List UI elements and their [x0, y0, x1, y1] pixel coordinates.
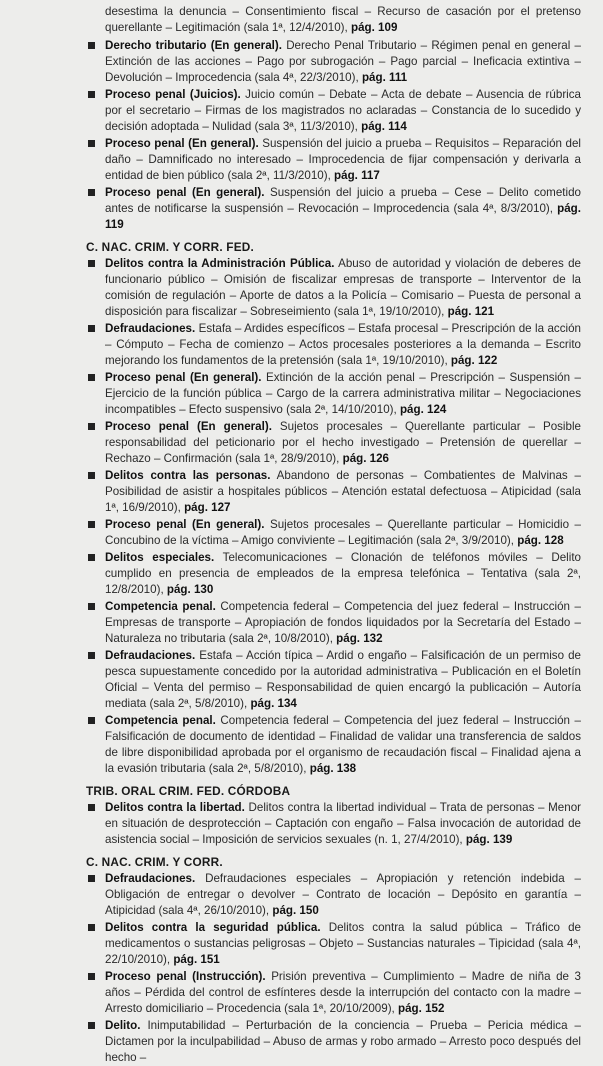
entry-heading: Defraudaciones. — [105, 872, 196, 885]
index-entry — [86, 969, 581, 1017]
sections-container — [86, 38, 581, 1066]
entry-page: pág. 134 — [250, 697, 297, 710]
square-bullet-icon — [88, 374, 95, 381]
entry-text: Telecomunicaciones – Clonación de teléfonos móviles – Delito cumplido en presencia de empleados de la empresa telefónica – Tentativa (sala 2ª, 12/8/2010), — [105, 551, 582, 596]
entry-heading: Proceso penal (En general). — [105, 518, 265, 531]
entry-text: Sujetos procesales – Querellante particular – Homicidio – Concubino de la víctima – Amigo conviviente – Legitimación (sala 2ª, 3/9/2010), — [105, 518, 581, 547]
lead-page: pág. 109 — [351, 21, 398, 34]
square-bullet-icon — [88, 603, 95, 610]
entry-page: pág. 124 — [399, 403, 447, 416]
index-entry — [86, 800, 581, 848]
entry-page: pág. 126 — [342, 452, 390, 465]
entry-text: Abuso de autoridad y violación de deberes de funcionario público – Omisión de fiscalizar empresas de transporte – Interventor de la comisión de regulación – Aporte de datos a la Policía – Comisario – Puesta de personal a disposición para fiscalizar – Sobreseimiento (sala 1ª, 19/10/2010), — [105, 257, 581, 318]
entry-heading: Competencia penal. — [105, 714, 216, 727]
entry-heading: Proceso penal (Juicios). — [105, 88, 241, 101]
index-entry — [86, 321, 581, 369]
index-entry — [86, 256, 581, 320]
index-entry — [86, 38, 581, 86]
square-bullet-icon — [88, 189, 95, 196]
entry-page: pág. 150 — [272, 904, 319, 917]
entry-heading: Proceso penal (En general). — [105, 186, 265, 199]
entry-page: pág. 114 — [361, 120, 407, 133]
entry-text: Suspensión del juicio a prueba – Requisitos – Reparación del daño – Damnificado no interesado – Improcedencia de fijar compensación y derivarla a entidad de bien público (sala 2ª, 11/3/2010), — [105, 137, 582, 182]
entry-text: Abandono de personas – Combatientes de Malvinas – Posibilidad de asistir a hospitales públicos – Atención estatal defectuosa – Atipicidad (sala 1ª, 16/9/2010), — [105, 469, 582, 514]
entry-heading: Defraudaciones. — [105, 322, 196, 335]
entry-page: pág. 139 — [465, 833, 513, 846]
index-entry — [86, 920, 581, 968]
entry-page: pág. 132 — [336, 632, 383, 645]
square-bullet-icon — [88, 140, 95, 147]
entry-text: Juicio común – Debate – Acta de debate – Ausencia de rúbrica por el secretario – Firmas de los magistrados no aclaradas – Constancia de lo sucedido y decisión adoptada – Nulidad (sala 3ª, 11/3/2010), — [105, 88, 581, 133]
entry-page: pág. 111 — [361, 71, 408, 84]
entry-page: pág. 152 — [398, 1002, 445, 1015]
entry-page: pág. 121 — [447, 305, 495, 318]
section-title: C. NAC. CRIM. Y CORR. — [86, 855, 223, 869]
entry-page: pág. 130 — [166, 583, 214, 596]
index-entry — [86, 517, 581, 549]
index-entry — [86, 87, 581, 135]
entry-text: Defraudaciones especiales – Apropiación y retención indebida – Obligación de entregar o devolver – Contrato de locación – Depósito en garantía – Atipicidad (sala 4ª, 26/10/2010), — [105, 872, 581, 917]
entry-page: pág. 138 — [309, 762, 357, 775]
square-bullet-icon — [88, 973, 95, 980]
entry-text: Prisión preventiva – Cumplimiento – Madre de niña de 3 años – Pérdida del control de esfínteres desde la interrupción del contacto con la madre – Arresto domiciliario – Procedencia (sala 1ª, 20/10/2009), — [105, 970, 582, 1015]
entry-text: Estafa – Ardides específicos – Estafa procesal – Prescripción de la acción – Cómputo – Fecha de comienzo – Actos procesales posteriores a la demanda – Escrito mejorando los fundamentos de la pretensión (sala 1ª, 19/10/2010), — [105, 322, 581, 367]
entry-heading: Delitos contra la Administración Pública. — [105, 257, 335, 270]
entry-text: Derecho Penal Tributario – Régimen penal en general – Extinción de las acciones – Pago por subrogación – Pago parcial – Ineficacia extintiva – Devolución – Improcedencia (sala 4ª, 22/3/2010), — [105, 39, 582, 84]
entry-heading: Delitos contra la libertad. — [105, 801, 245, 814]
entry-page: pág. 151 — [173, 953, 220, 966]
square-bullet-icon — [88, 717, 95, 724]
square-bullet-icon — [88, 804, 95, 811]
square-bullet-icon — [88, 423, 95, 430]
section-title: TRIB. ORAL CRIM. FED. CÓRDOBA — [86, 784, 291, 798]
entry-page: pág. 117 — [334, 169, 380, 182]
section-title: C. NAC. CRIM. Y CORR. FED. — [86, 240, 254, 254]
entry-heading: Proceso penal (Instrucción). — [105, 970, 266, 983]
entry-heading: Derecho tributario (En general). — [105, 39, 282, 52]
lead-entry — [105, 4, 581, 36]
square-bullet-icon — [88, 42, 95, 49]
square-bullet-icon — [88, 260, 95, 267]
entry-heading: Proceso penal (En general). — [105, 137, 259, 150]
index-entry — [86, 370, 581, 418]
entry-text: Competencia federal – Competencia del juez federal – Instrucción – Empresas de transporte – Apropiación de fondos liquidados por la Secretaría del Estado – Naturaleza no tributaria (sala 2ª, 10/8/2010), — [105, 600, 581, 645]
entry-page: pág. 122 — [450, 354, 498, 367]
square-bullet-icon — [88, 91, 95, 98]
entry-heading: Competencia penal. — [105, 600, 216, 613]
entry-heading: Defraudaciones. — [105, 649, 196, 662]
index-entry — [86, 136, 581, 184]
entry-page: pág. 128 — [517, 534, 564, 547]
entry-heading: Delito. — [105, 1019, 141, 1032]
entry-page: pág. 127 — [184, 501, 231, 514]
entry-page: pág. 119 — [105, 202, 581, 231]
index-entry — [86, 648, 581, 712]
index-entry — [86, 713, 581, 777]
entry-text: Sujetos procesales – Querellante particular – Posible responsabilidad del peticionario por el hecho investigado – Pretensión de querellar – Rechazo – Confirmación (sala 1ª, 28/9/2010), — [105, 420, 581, 465]
entry-text: Suspensión del juicio a prueba – Cese – Delito cometido antes de notificarse la suspensión – Revocación – Improcedencia (sala 4ª, 8/3/2010), — [105, 186, 581, 215]
index-entry — [86, 599, 581, 647]
square-bullet-icon — [88, 924, 95, 931]
entry-heading: Delitos especiales. — [105, 551, 215, 564]
index-entry — [86, 185, 581, 233]
entry-heading: Delitos contra la seguridad pública. — [105, 921, 321, 934]
entry-text: Competencia federal – Competencia del juez federal – Instrucción – Falsificación de documento de identidad – Finalidad de validar una transferencia de saldos de libre disponibilidad aprobada por el organismo de recaudación fiscal – Finalidad ajena a la evasión tributaria (sala 2ª, 5/8/2010), — [105, 714, 581, 775]
lead-text: desestima la denuncia – Consentimiento fiscal – Recurso de casación por el pretenso querellante – Legitimación (sala 1ª, 12/4/2010), — [105, 5, 581, 34]
entry-text: Inimputabilidad – Perturbación de la conciencia – Prueba – Pericia médica – Dictamen por la inculpabilidad – Abuso de armas y robo armado – Arresto poco después del hecho – — [105, 1019, 581, 1064]
index-entry — [86, 468, 581, 516]
entry-text: Estafa – Acción típica – Ardid o engaño – Falsificación de un permiso de pesca supuestamente concedido por la autoridad administrativa – Publicación en el Boletín Oficial – Venta del permiso – Responsabilidad de quien encargó la publicación – Autoría mediata (sala 2ª, 5/8/2010), — [105, 649, 581, 710]
entry-text: Extinción de la acción penal – Prescripción – Suspensión – Ejercicio de la función pública – Cargo de la carrera administrativa militar – Negociaciones incompatibles – Efecto suspensivo (sala 2ª, 14/10/2010), — [105, 371, 581, 416]
square-bullet-icon — [88, 521, 95, 528]
entry-text: Delitos contra la libertad individual – Trata de personas – Menor en situación de desprotección – Captación con engaño – Falsa invocación de autoridad de asistencia social – Imposición de servicios sexuales (n. 1, 27/4/2010), — [105, 801, 582, 846]
square-bullet-icon — [88, 554, 95, 561]
index-entry — [86, 550, 581, 598]
index-entry — [86, 1018, 581, 1066]
square-bullet-icon — [88, 652, 95, 659]
entry-heading: Proceso penal (En general). — [105, 371, 262, 384]
index-entry — [86, 871, 581, 919]
entry-heading: Proceso penal (En general). — [105, 420, 272, 433]
entry-text: Delitos contra la salud pública – Tráfico de medicamentos o sustancias peligrosas – Objeto – Sustancias naturales – Tipicidad (sala 4ª, 22/10/2010), — [105, 921, 581, 966]
square-bullet-icon — [88, 325, 95, 332]
square-bullet-icon — [88, 875, 95, 882]
index-entry — [86, 419, 581, 467]
square-bullet-icon — [88, 472, 95, 479]
entry-heading: Delitos contra las personas. — [105, 469, 271, 482]
